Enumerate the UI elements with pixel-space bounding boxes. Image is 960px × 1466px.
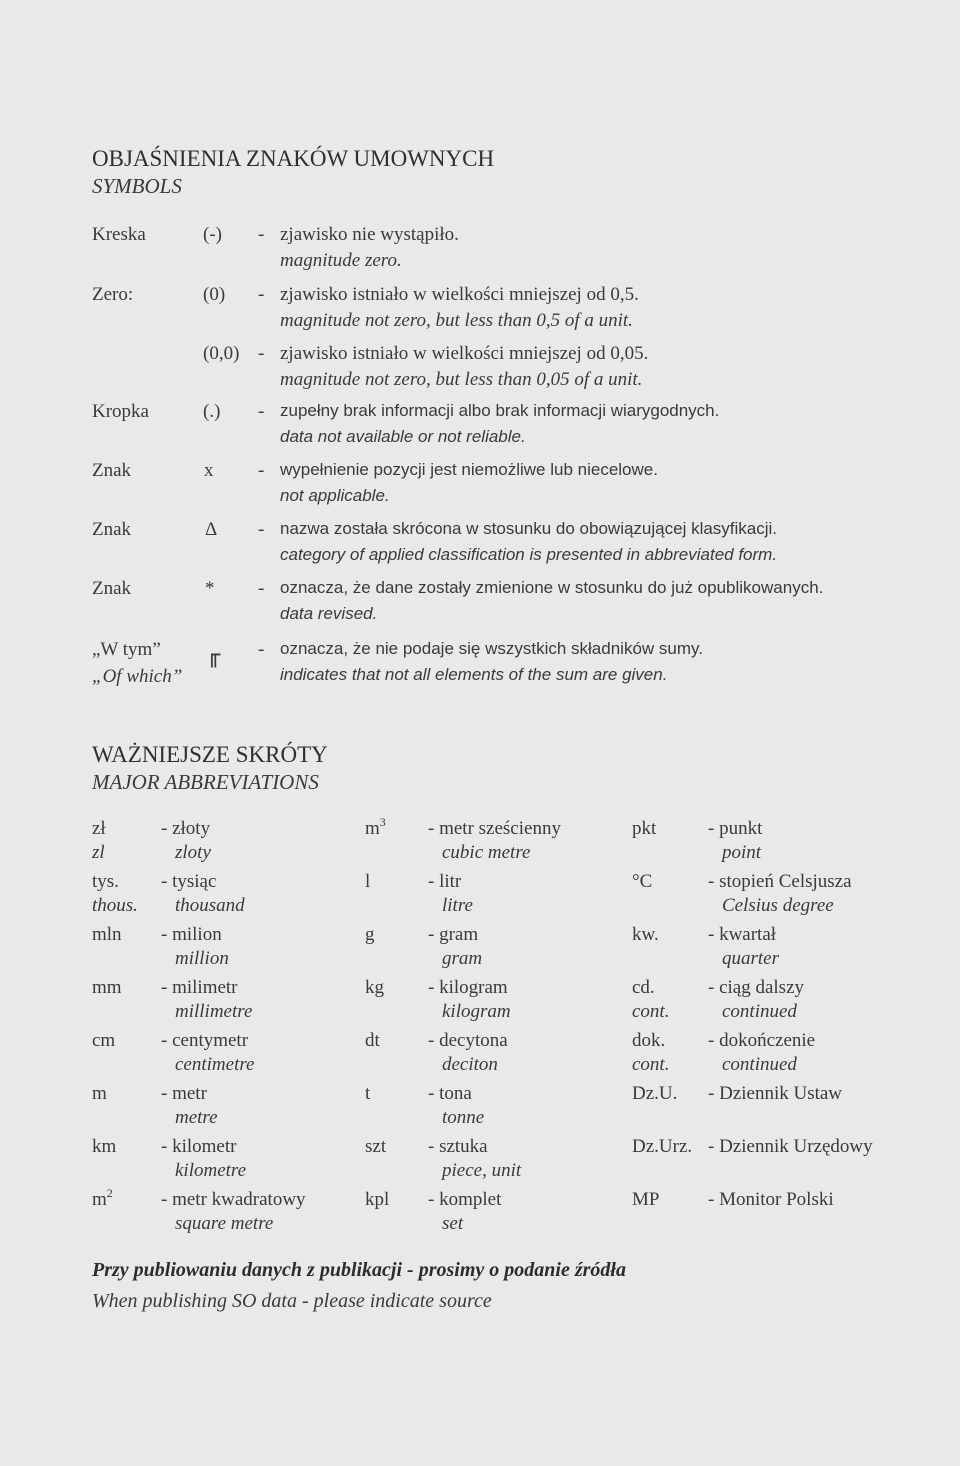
symbol-desc-pl: wypełnienie pozycji jest niemożliwe lub niecelowe. [280,460,658,479]
symbol-desc-en: data not available or not reliable. [280,427,526,446]
symbol-label: Kreska [92,224,146,245]
abbreviation [92,924,122,946]
abbreviation [92,818,106,840]
symbol-label: Zero: [92,284,134,305]
abbreviations-title: WAŻNIEJSZE SKRÓTY [92,742,328,767]
abbreviation-text: szt [365,1136,387,1157]
abbreviation-text: mm [92,977,122,998]
abbreviation-meaning-pl: - centymetr [161,1030,249,1051]
abbreviation-meaning-en: continued [722,1054,797,1075]
abbreviation-meaning-en: kilometre [175,1160,247,1181]
abbreviation-meaning-en: set [442,1213,464,1234]
symbol-mark: (-) [203,224,222,245]
symbol-label: Znak [92,519,132,540]
abbreviation-text: Dz.Urz. [632,1136,693,1157]
symbol-dash: - [258,224,265,245]
symbol-dash: - [258,578,265,599]
abbreviation-meaning-pl: - ciąg dalszy [708,977,805,998]
symbol-desc-en: category of applied classification is presented in abbreviated form. [280,545,778,564]
symbol-mark: (0,0) [203,343,240,364]
abbreviation-meaning-pl: - złoty [161,818,211,839]
abbreviation-text: Dz.U. [632,1083,678,1104]
abbreviation [365,924,375,946]
symbol-desc-en: magnitude zero. [280,250,402,271]
symbol-desc-pl: zjawisko istniało w wielkości mniejszej od 0,05. [280,343,649,364]
abbreviation-meaning-pl: - komplet [428,1189,502,1210]
abbreviation-text: kw. [632,924,659,945]
symbol-desc-en: indicates that not all elements of the sum are given. [280,665,668,684]
abbreviation [92,1030,115,1052]
abbreviation [365,1136,386,1158]
of-which-mark: ╓ [207,643,221,668]
symbol-dash: - [258,460,265,481]
symbol-mark: (0) [203,284,226,305]
abbreviation-text: °C [632,871,653,892]
symbol-dash: - [258,401,265,422]
abbreviation-text: m [92,1189,107,1210]
abbreviation-meaning-pl: - Dziennik Ustaw [708,1083,843,1104]
abbreviation-meaning-pl: - kilogram [428,977,508,998]
abbreviation [365,1083,370,1105]
abbreviation-text: cm [92,1030,116,1051]
symbol-desc-pl: zupełny brak informacji albo brak informacji wiarygodnych. [280,401,720,420]
symbol-label: Kropka [92,401,149,422]
symbols-subtitle: SYMBOLS [92,174,182,198]
abbreviation-en: thous. [92,895,138,916]
abbreviation-meaning-en: quarter [722,948,779,969]
abbreviation-text: l [365,871,371,892]
abbreviation-meaning-en: zloty [175,842,211,863]
symbol-label: „W tym” [92,639,161,660]
abbreviation-text: kg [365,977,384,998]
abbreviation-meaning-pl: - metr sześcienny [428,818,561,839]
abbreviation-meaning-pl: - punkt [708,818,763,839]
abbreviation [92,1083,107,1105]
abbreviation-meaning-pl: - metr [161,1083,207,1104]
abbreviation-meaning-pl: - tysiąc [161,871,217,892]
symbol-dash: - [258,519,265,540]
source-note-en: When publishing SO data - please indicate source [92,1290,492,1312]
abbreviation [365,1030,380,1052]
abbreviation [365,977,384,999]
abbreviation [632,1189,659,1211]
abbreviation-meaning-en: piece, unit [442,1160,522,1181]
abbreviation-text: km [92,1136,117,1157]
abbreviation-meaning-en: kilogram [442,1001,511,1022]
abbreviation-meaning-pl: - litr [428,871,462,892]
abbreviation-meaning-pl: - Monitor Polski [708,1189,834,1210]
symbol-desc-pl: nazwa została skrócona w stosunku do obowiązującej klasyfikacji. [280,519,778,538]
abbreviation [92,1186,113,1211]
abbreviation-text: g [365,924,375,945]
symbol-mark: Δ [205,519,218,540]
symbol-desc-pl: zjawisko nie wystąpiło. [280,224,459,245]
abbreviation-meaning-pl: - kilometr [161,1136,237,1157]
abbreviation-text: MP [632,1189,660,1210]
abbreviation-en: cont. [632,1001,670,1022]
abbreviation [632,1083,677,1105]
symbol-dash: - [258,639,265,660]
abbreviation-meaning-en: Celsius degree [722,895,834,916]
symbol-dash: - [258,343,265,364]
abbreviation [92,977,122,999]
abbreviation-text: dt [365,1030,380,1051]
abbreviation-meaning-en: square metre [175,1213,274,1234]
abbreviation-meaning-pl: - milion [161,924,222,945]
abbreviation [365,1189,389,1211]
symbol-label-en: „Of which” [92,666,183,687]
abbreviation-meaning-en: million [175,948,229,969]
symbol-label: Znak [92,460,132,481]
symbol-desc-en: data revised. [280,604,378,623]
abbreviation-text: t [365,1083,371,1104]
abbreviation [92,871,119,893]
abbreviation-meaning-pl: - metr kwadratowy [161,1189,306,1210]
symbols-title: OBJAŚNIENIA ZNAKÓW UMOWNYCH [92,146,495,171]
symbol-desc-pl: oznacza, że nie podaje się wszystkich składników sumy. [280,639,703,658]
abbreviation-meaning-pl: - gram [428,924,479,945]
abbreviation-text: pkt [632,818,657,839]
abbreviation-meaning-en: litre [442,895,473,916]
abbreviation-meaning-pl: - Dziennik Urzędowy [708,1136,873,1157]
abbreviation-meaning-en: millimetre [175,1001,253,1022]
abbreviation [365,871,370,893]
abbreviation [632,1136,692,1158]
symbol-desc-en: magnitude not zero, but less than 0,05 of a unit. [280,369,643,390]
symbol-dash: - [258,284,265,305]
symbol-mark: (.) [203,401,221,422]
abbreviation-meaning-pl: - dokończenie [708,1030,816,1051]
abbreviation-meaning-pl: - milimetr [161,977,238,998]
symbol-desc-pl: oznacza, że dane zostały zmienione w stosunku do już opublikowanych. [280,578,824,597]
abbreviation-meaning-en: point [722,842,762,863]
abbreviation-meaning-pl: - tona [428,1083,472,1104]
abbreviation-text: zł [92,818,106,839]
abbreviation-meaning-en: centimetre [175,1054,255,1075]
abbreviation-text: kpl [365,1189,390,1210]
symbol-mark: x [204,460,214,481]
symbol-label: Znak [92,578,132,599]
abbreviation-text: m [365,818,380,839]
source-note-pl: Przy publiowaniu danych z publikacji - prosimy o podanie źródła [92,1259,626,1281]
abbreviation-meaning-en: cubic metre [442,842,531,863]
symbol-desc-en: magnitude not zero, but less than 0,5 of a unit. [280,310,633,331]
abbreviation-text: cd. [632,977,655,998]
abbreviation-meaning-pl: - stopień Celsjusza [708,871,852,892]
abbreviation [92,1136,116,1158]
abbreviation-meaning-en: metre [175,1107,218,1128]
abbreviation-en: cont. [632,1054,670,1075]
abbreviation-en: zl [92,842,105,863]
abbreviation-text: dok. [632,1030,666,1051]
abbreviation-text: mln [92,924,122,945]
abbreviations-subtitle: MAJOR ABBREVIATIONS [92,770,319,794]
abbreviation-meaning-pl: - kwartał [708,924,777,945]
abbreviation-meaning-en: gram [442,948,483,969]
symbol-desc-en: not applicable. [280,486,390,505]
abbreviation-meaning-en: continued [722,1001,797,1022]
abbreviation-meaning-en: tonne [442,1107,485,1128]
abbreviation [632,924,659,946]
abbreviation-meaning-pl: - decytona [428,1030,508,1051]
abbreviation-meaning-pl: - sztuka [428,1136,488,1157]
abbreviation-superscript: 3 [379,815,386,829]
abbreviation-meaning-en: thousand [175,895,245,916]
abbreviation [632,871,652,893]
abbreviation [632,818,656,840]
abbreviation-superscript: 2 [106,1186,113,1200]
abbreviation-text: tys. [92,871,119,892]
abbreviation [365,815,386,840]
symbol-desc-pl: zjawisko istniało w wielkości mniejszej od 0,5. [280,284,639,305]
symbol-mark: * [205,578,215,599]
abbreviation [632,977,655,999]
abbreviation-text: m [92,1083,107,1104]
abbreviation-meaning-en: deciton [442,1054,498,1075]
abbreviation [632,1030,665,1052]
